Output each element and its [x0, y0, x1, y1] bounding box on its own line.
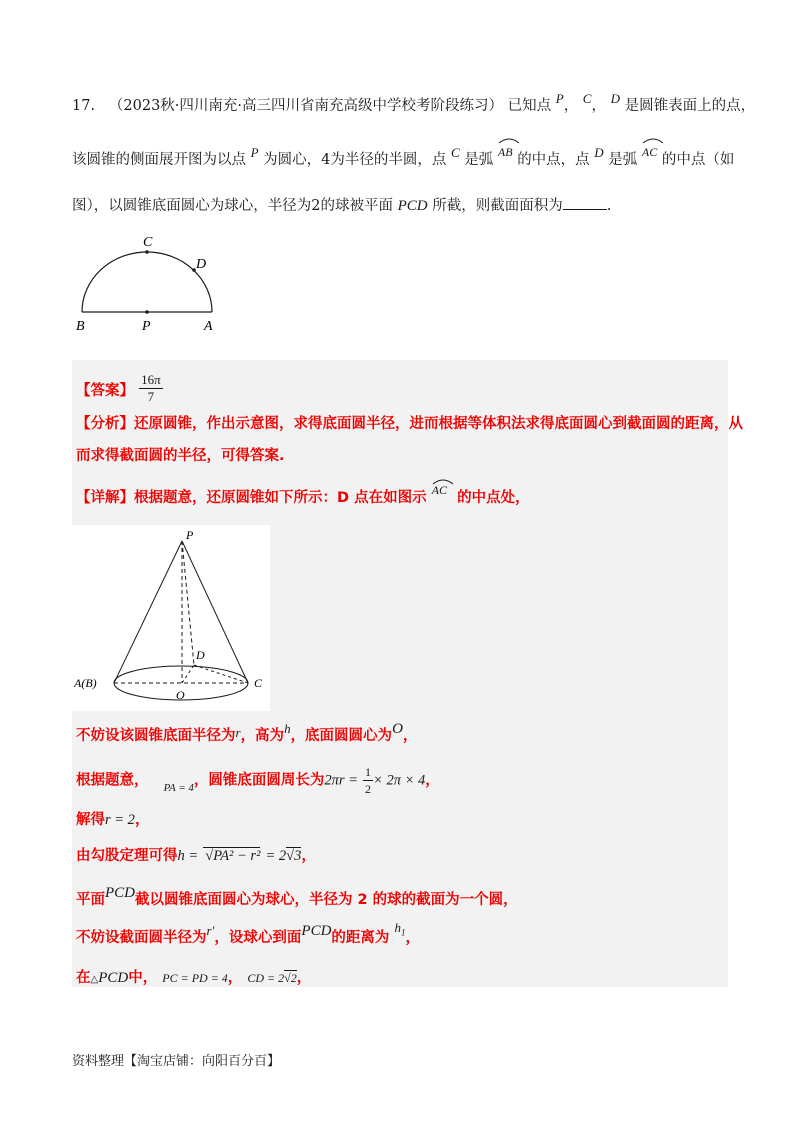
point-c-dot [145, 250, 149, 254]
cone-edge-right [182, 541, 248, 683]
fig2-label-d: D [196, 648, 205, 662]
step-6: 不妨设截面圆半径为r′，设球心到面PCD的距离为 $h_1$， [76, 920, 420, 946]
analysis-tag: 【分析】 [76, 416, 134, 432]
detail-arc-ac: AC [432, 483, 447, 498]
analysis-text: 而求得截面圆的半径，可得答案. [76, 448, 285, 464]
problem-text: 为圆心，4为半径的半圆，点 [263, 152, 447, 168]
cone-figure-panel [72, 525, 270, 711]
point-p: P [250, 145, 259, 160]
fig2-label-c: C [254, 676, 263, 690]
base-ellipse-back [114, 666, 248, 683]
point-p: P [555, 91, 564, 106]
fig2-label-p: P [186, 528, 194, 542]
analysis-line-1 [76, 412, 743, 433]
analysis-line-2 [76, 444, 285, 465]
fig2-label-o: O [176, 688, 185, 702]
arc-ab: AB [498, 142, 513, 162]
answer-fraction: $\frac{16\pi}{7}$ [141, 372, 161, 404]
step-5: 平面PCD截以圆锥底面圆心为球心，半径为 2 的球的截面为一个圆， [76, 885, 518, 908]
dc-line [194, 665, 248, 683]
point-p-dot [145, 310, 149, 314]
fig1-label-d: D [196, 257, 207, 272]
problem-text: 图），以圆锥底面圆心为球心，半径为2的球被平面 [72, 198, 393, 214]
fig1-label-a: A [204, 319, 213, 334]
step-2: 根据题意， $_{PA = 4}$，圆锥底面圆周长为2πr = $\frac{1}{2}$ × 2π × 4， [76, 765, 440, 796]
problem-text: 已知点 [507, 98, 552, 114]
fig1-label-p: P [142, 319, 151, 334]
problem-text: 是圆锥表面上的点， [624, 98, 756, 114]
detail-line-1 [76, 483, 530, 507]
problem-text: 该圆锥的侧面展开图为以点 [72, 152, 246, 168]
answer-blank [563, 197, 607, 210]
footer-text: 资料整理【淘宝店铺：向阳百分百】 [72, 1054, 281, 1069]
problem-source: （2023秋·四川南充·高三四川省南充高级中学校考阶段练习） [108, 98, 504, 114]
fig1-label-c: C [143, 235, 153, 250]
cone-figure [72, 525, 270, 711]
point-d: D [594, 145, 604, 160]
arc-ac: AC [642, 142, 657, 162]
answer-tag: 【答案】 [76, 382, 134, 399]
problem-text: 是弧 [608, 152, 638, 168]
problem-line-1: 17. （2023秋·四川南充·高三四川省南充高级中学校考阶段练习） 已知点 P， C， D 是圆锥表面上的点， [72, 91, 756, 114]
od-line [182, 665, 194, 683]
answer-line [76, 372, 163, 405]
detail-text: 的中点处， [457, 490, 530, 506]
problem-line-3: 图），以圆锥底面圆心为球心，半径为2的球被平面 PCD 所截，则截面面积为 . [72, 198, 612, 214]
detail-tag: 【详解】 [76, 490, 134, 506]
point-c: C [582, 91, 592, 106]
problem-number: 17. [72, 98, 96, 114]
step-4: 由勾股定理可得h = √PA² − r² = 2√3， [76, 848, 316, 864]
pd-line [182, 541, 194, 665]
point-c: C [451, 145, 460, 160]
problem-line-2 [72, 145, 735, 170]
step-1: 不妨设该圆锥底面半径为r，高为h，底面圆圆心为O， [76, 721, 418, 744]
point-d: D [610, 91, 620, 106]
semicircle-arc [82, 252, 212, 312]
problem-text: 的中点（如 [661, 152, 735, 168]
problem-text: 所截，则截面面积为 [432, 198, 563, 214]
semicircle-figure [70, 232, 230, 340]
sqrt-pa2-r2: √PA² − r² [205, 848, 261, 864]
problem-text: 的中点，点 [517, 152, 590, 168]
fig2-label-ab: A(B) [74, 676, 97, 690]
detail-text: 根据题意，还原圆锥如下所示：D 点在如图示 [134, 490, 427, 506]
step-7: 在△PCD中， PC = PD = 4， CD = 2√2， [76, 970, 312, 986]
analysis-text: 还原圆锥，作出示意图，求得底面圆半径，进而根据等体积法求得底面圆心到截面圆的距离，从 [134, 416, 743, 432]
plane-pcd: PCD [397, 198, 428, 214]
step-3: 解得r = 2， [76, 812, 150, 828]
cone-edge-left [114, 541, 182, 683]
problem-text: 是弧 [464, 152, 494, 168]
fig1-label-b: B [76, 319, 85, 334]
